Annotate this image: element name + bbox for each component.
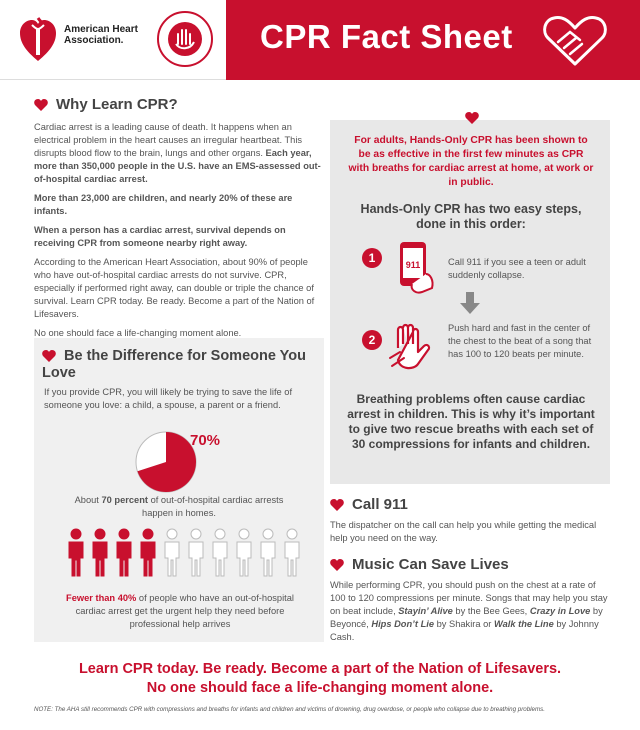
- be-the-difference-section: [34, 338, 324, 642]
- nation-of-lifesavers-logo: [156, 10, 214, 68]
- home-arrests-caption: [74, 494, 284, 520]
- footnote: NOTE: The AHA still recommends CPR with compressions and breaths for infants and children and victims of drowning, drug overdose, or people who collapse due to breathing problems.: [34, 706, 545, 713]
- difference-text: If you provide CPR, you will likely be trying to save the life of someone you love: a child, a spouse, a parent or a friend.: [44, 387, 293, 410]
- page-title: CPR Fact Sheet: [260, 18, 513, 55]
- caption-part: About: [74, 495, 102, 505]
- call-911-title: Call 911: [352, 496, 408, 513]
- why-paragraph-1: [34, 121, 324, 186]
- heart-icon: [465, 112, 479, 124]
- person-figure-not-helped: [261, 529, 275, 576]
- caption-part: of out-of-hospital cardiac arrests happen in homes.: [142, 495, 284, 518]
- call-911-section: [330, 496, 610, 545]
- footer-call-to-action: [40, 660, 600, 698]
- phone-911-label: 911: [405, 260, 421, 270]
- call-911-title-row: [330, 496, 610, 513]
- cta-line-2: No one should face a life-changing moment alone.: [146, 680, 494, 696]
- step-1-badge: 1: [362, 248, 382, 268]
- why-paragraph-2: More than 23,000 are children, and nearly 20% of these are infants.: [34, 193, 293, 216]
- people-pictogram: [64, 528, 304, 578]
- person-figure-not-helped: [213, 529, 227, 576]
- person-figure-not-helped: [165, 529, 179, 576]
- person-figure-helped: [117, 529, 131, 576]
- children-breathing-text: Breathing problems often cause cardiac arrest in children. This is why it’s important to give two rescue breaths with each set of 30 compressions for infants and children.: [347, 392, 595, 451]
- pie-percent-label: 70%: [190, 432, 221, 449]
- cta-line-1: Learn CPR today. Be ready. Become a part of the Nation of Lifesavers.: [78, 661, 562, 677]
- difference-title: Be the Difference for Someone You Love: [42, 348, 306, 381]
- music-text-part: by Beyoncé,: [330, 606, 603, 629]
- person-figure-not-helped: [237, 529, 251, 576]
- steps-title: Hands-Only CPR has two easy steps, done in this order:: [360, 202, 582, 231]
- home-arrests-pie-chart: [134, 430, 198, 494]
- music-text-part: by Johnny Cash.: [330, 619, 599, 642]
- aha-heart-torch-logo: [18, 15, 58, 63]
- adult-hands-only-text: For adults, Hands-Only CPR has been shown to be as effective in the first few minutes as CPR with breaths for cardiac arrest at home, at work or in public.: [348, 135, 594, 188]
- heart-icon: [34, 99, 48, 111]
- music-text-part: by the Bee Gees,: [452, 606, 530, 616]
- music-title: Music Can Save Lives: [352, 556, 509, 573]
- org-name: American Heart Association.: [64, 24, 138, 46]
- person-figure-not-helped: [285, 529, 299, 576]
- hands-compression-icon: [386, 318, 440, 376]
- phone-911-icon: [392, 240, 436, 296]
- song-title: Crazy in Love: [529, 606, 591, 616]
- music-title-row: [330, 556, 612, 573]
- music-section: [330, 556, 612, 644]
- fewer-than-40-caption: [50, 592, 310, 631]
- why-p1-bold: Each year, more than 350,000 people in the U.S. have an EMS-assessed out-of-hospital cardiac arrest.: [34, 148, 321, 184]
- person-figure-helped: [141, 529, 155, 576]
- person-figure-not-helped: [189, 529, 203, 576]
- step-2-text: Push hard and fast in the center of the chest to the beat of a song that has 100 to 120 beats per minute.: [448, 323, 592, 359]
- heart-icon: [330, 499, 344, 511]
- why-title-row: [34, 96, 324, 113]
- why-p1-text: Cardiac arrest is a leading cause of death. It happens when an electrical problem in the heart causes an irregular heartbeat. This disrupts blood flow to the brain, lungs and other organs.: [34, 122, 303, 158]
- call-911-text: The dispatcher on the call can help you while getting the medical help you need on the way.: [330, 520, 597, 543]
- heart-icon: [330, 559, 344, 571]
- music-text: [330, 579, 612, 644]
- header: [0, 0, 640, 80]
- step-2-badge: 2: [362, 330, 382, 350]
- song-title: Walk the Line: [493, 619, 554, 629]
- caption-highlight: 70 percent: [101, 495, 148, 505]
- why-paragraph-5: No one should face a life-changing moment alone.: [34, 328, 242, 338]
- person-figure-helped: [69, 529, 83, 576]
- header-logo-area: [0, 0, 226, 80]
- difference-title-row: [42, 348, 312, 382]
- fewer-text: of people who have an out-of-hospital cardiac arrest get the urgent help they need before professional help arrives: [75, 593, 294, 629]
- helping-hands-heart-icon: [540, 10, 610, 70]
- person-figure-helped: [93, 529, 107, 576]
- fewer-highlight: Fewer than 40%: [66, 593, 137, 603]
- music-text-part: by Shakira or: [434, 619, 494, 629]
- why-paragraph-4: According to the American Heart Association, about 90% of people who have out-of-hospital cardiac arrests do not survive. CPR, especially if performed right away, can double or triple the chance of survival. Learn CPR today. Be ready. Become a part of the Nation of Lifesavers.: [34, 257, 315, 319]
- arrow-down-icon: [460, 292, 480, 314]
- song-title: Hips Don’t Lie: [371, 619, 435, 629]
- why-paragraph-3: When a person has a cardiac arrest, survival depends on receiving CPR from someone nearby right away.: [34, 225, 286, 248]
- song-title: Stayin’ Alive: [398, 606, 453, 616]
- step-1-text: Call 911 if you see a teen or adult suddenly collapse.: [448, 257, 586, 280]
- why-learn-cpr-section: [34, 96, 324, 340]
- heart-icon: [42, 350, 56, 362]
- music-text-part: While performing CPR, you should push on the chest at a rate of 100 to 120 compressions per minute. Songs that may help you stay on beat include,: [330, 580, 608, 616]
- why-title: Why Learn CPR?: [56, 96, 178, 113]
